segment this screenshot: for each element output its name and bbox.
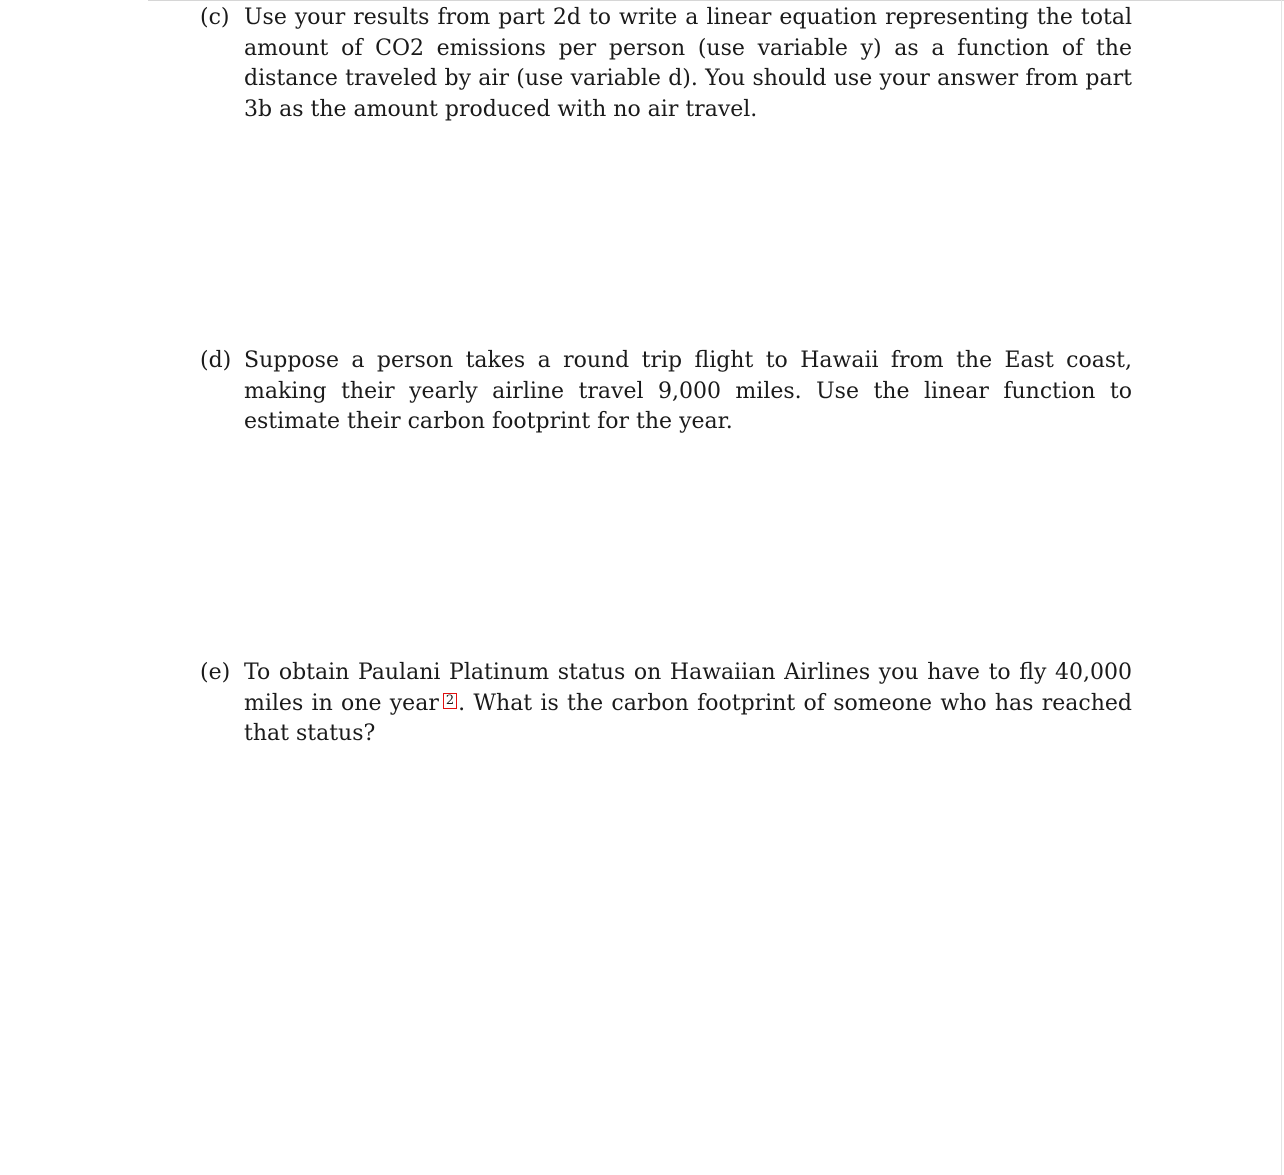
question-c	[200, 3, 1132, 125]
page-top-border	[148, 0, 1284, 1]
question-c-text: Use your results from part 2d to write a linear equation representing the total amount of CO2 emissions per person (use variable y) as a function of the distance traveled by air (use variable d). You should use your answer from part 3b as the amount produced with no air travel.	[244, 5, 1132, 122]
question-e-text-after: . What is the carbon footprint of someone who has reached that status?	[244, 690, 1132, 746]
question-c-label: (c)	[200, 5, 230, 30]
question-d-text: Suppose a person takes a round trip flight to Hawaii from the East coast, making their yearly airline travel 9,000 miles. Use the linear function to estimate their carbon footprint for the year.	[244, 348, 1132, 434]
question-e-label: (e)	[200, 660, 231, 685]
question-e-text-before: To obtain Paulani Platinum status on Hawaiian Airlines you have to fly 40,000 miles in one year	[244, 660, 1132, 716]
page-right-border	[1281, 0, 1282, 1175]
footnote-2-link[interactable]: 2	[443, 693, 457, 709]
question-d-label: (d)	[200, 348, 232, 373]
question-d	[200, 346, 1132, 438]
question-e	[200, 658, 1132, 750]
question-e-text	[244, 658, 1132, 750]
